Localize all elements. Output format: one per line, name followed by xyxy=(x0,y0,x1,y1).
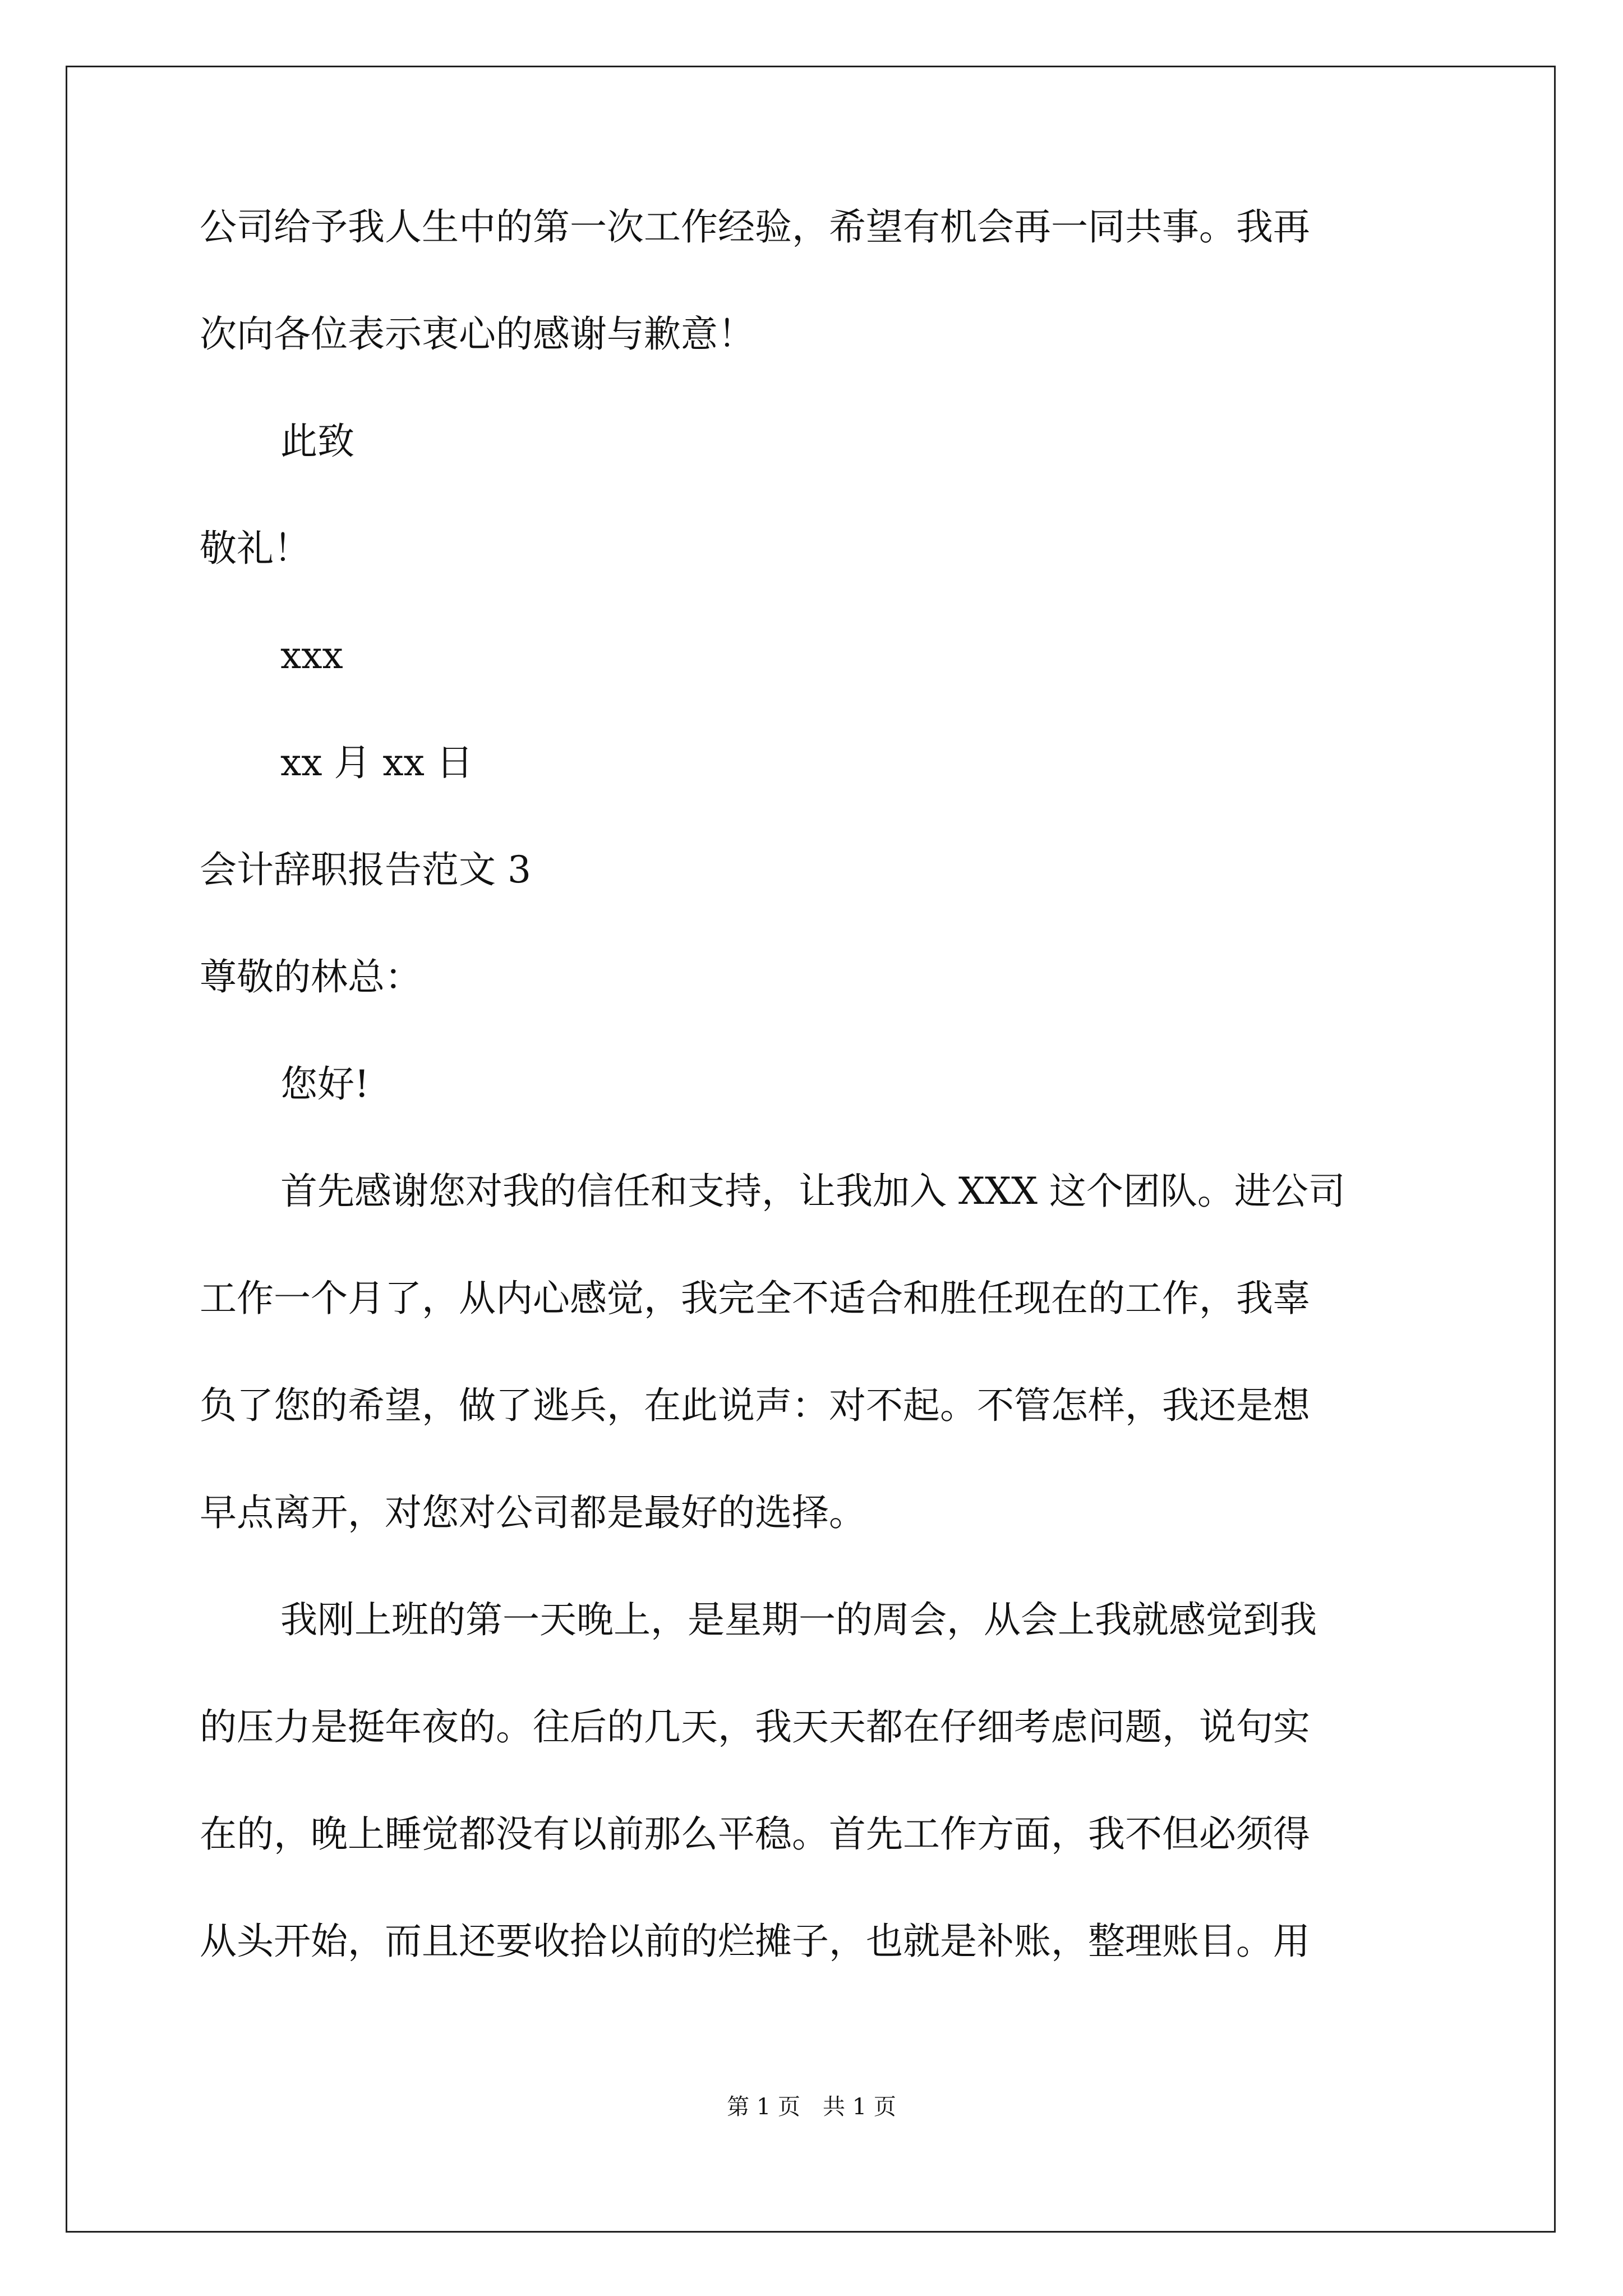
paragraph-line: 工作一个月了，从内心感觉，我完全不适合和胜任现在的工作，我辜 xyxy=(200,1277,1310,1320)
paragraph-line: 的压力是挺年夜的。往后的几天，我天天都在仔细考虑问题，说句实 xyxy=(200,1705,1310,1749)
section-title: 会计辞职报告范文 3 xyxy=(200,848,531,891)
signature-name: xxx xyxy=(280,634,343,677)
paragraph-line: 负了您的希望，做了逃兵，在此说声：对不起。不管怎样，我还是想 xyxy=(200,1384,1310,1427)
paragraph-line: 在的，晚上睡觉都没有以前那么平稳。首先工作方面，我不但必须得 xyxy=(200,1812,1310,1856)
paragraph-line: 首先感谢您对我的信任和支持，让我加入 XXX 这个团队。进公司 xyxy=(280,1170,1345,1213)
closing-phrase: 此致 xyxy=(280,420,354,463)
paragraph-line: 次向各位表示衷心的感谢与歉意！ xyxy=(200,312,755,356)
salutation-closing: 敬礼！ xyxy=(200,527,311,570)
paragraph-line: 早点离开，对您对公司都是最好的选择。 xyxy=(200,1491,866,1534)
greeting-hello: 您好! xyxy=(280,1062,370,1106)
page-frame xyxy=(66,66,1556,2233)
signature-date: xx 月 xx 日 xyxy=(280,741,473,784)
page-number-footer: 第 1 页 共 1 页 xyxy=(727,2094,896,2120)
paragraph-line: 公司给予我人生中的第一次工作经验，希望有机会再一同共事。我再 xyxy=(200,205,1310,249)
paragraph-line: 我刚上班的第一天晚上，是星期一的周会，从会上我就感觉到我 xyxy=(280,1598,1317,1641)
paragraph-line: 从头开始，而且还要收拾以前的烂摊子，也就是补账，整理账目。用 xyxy=(200,1920,1310,1963)
greeting: 尊敬的林总： xyxy=(200,955,422,999)
